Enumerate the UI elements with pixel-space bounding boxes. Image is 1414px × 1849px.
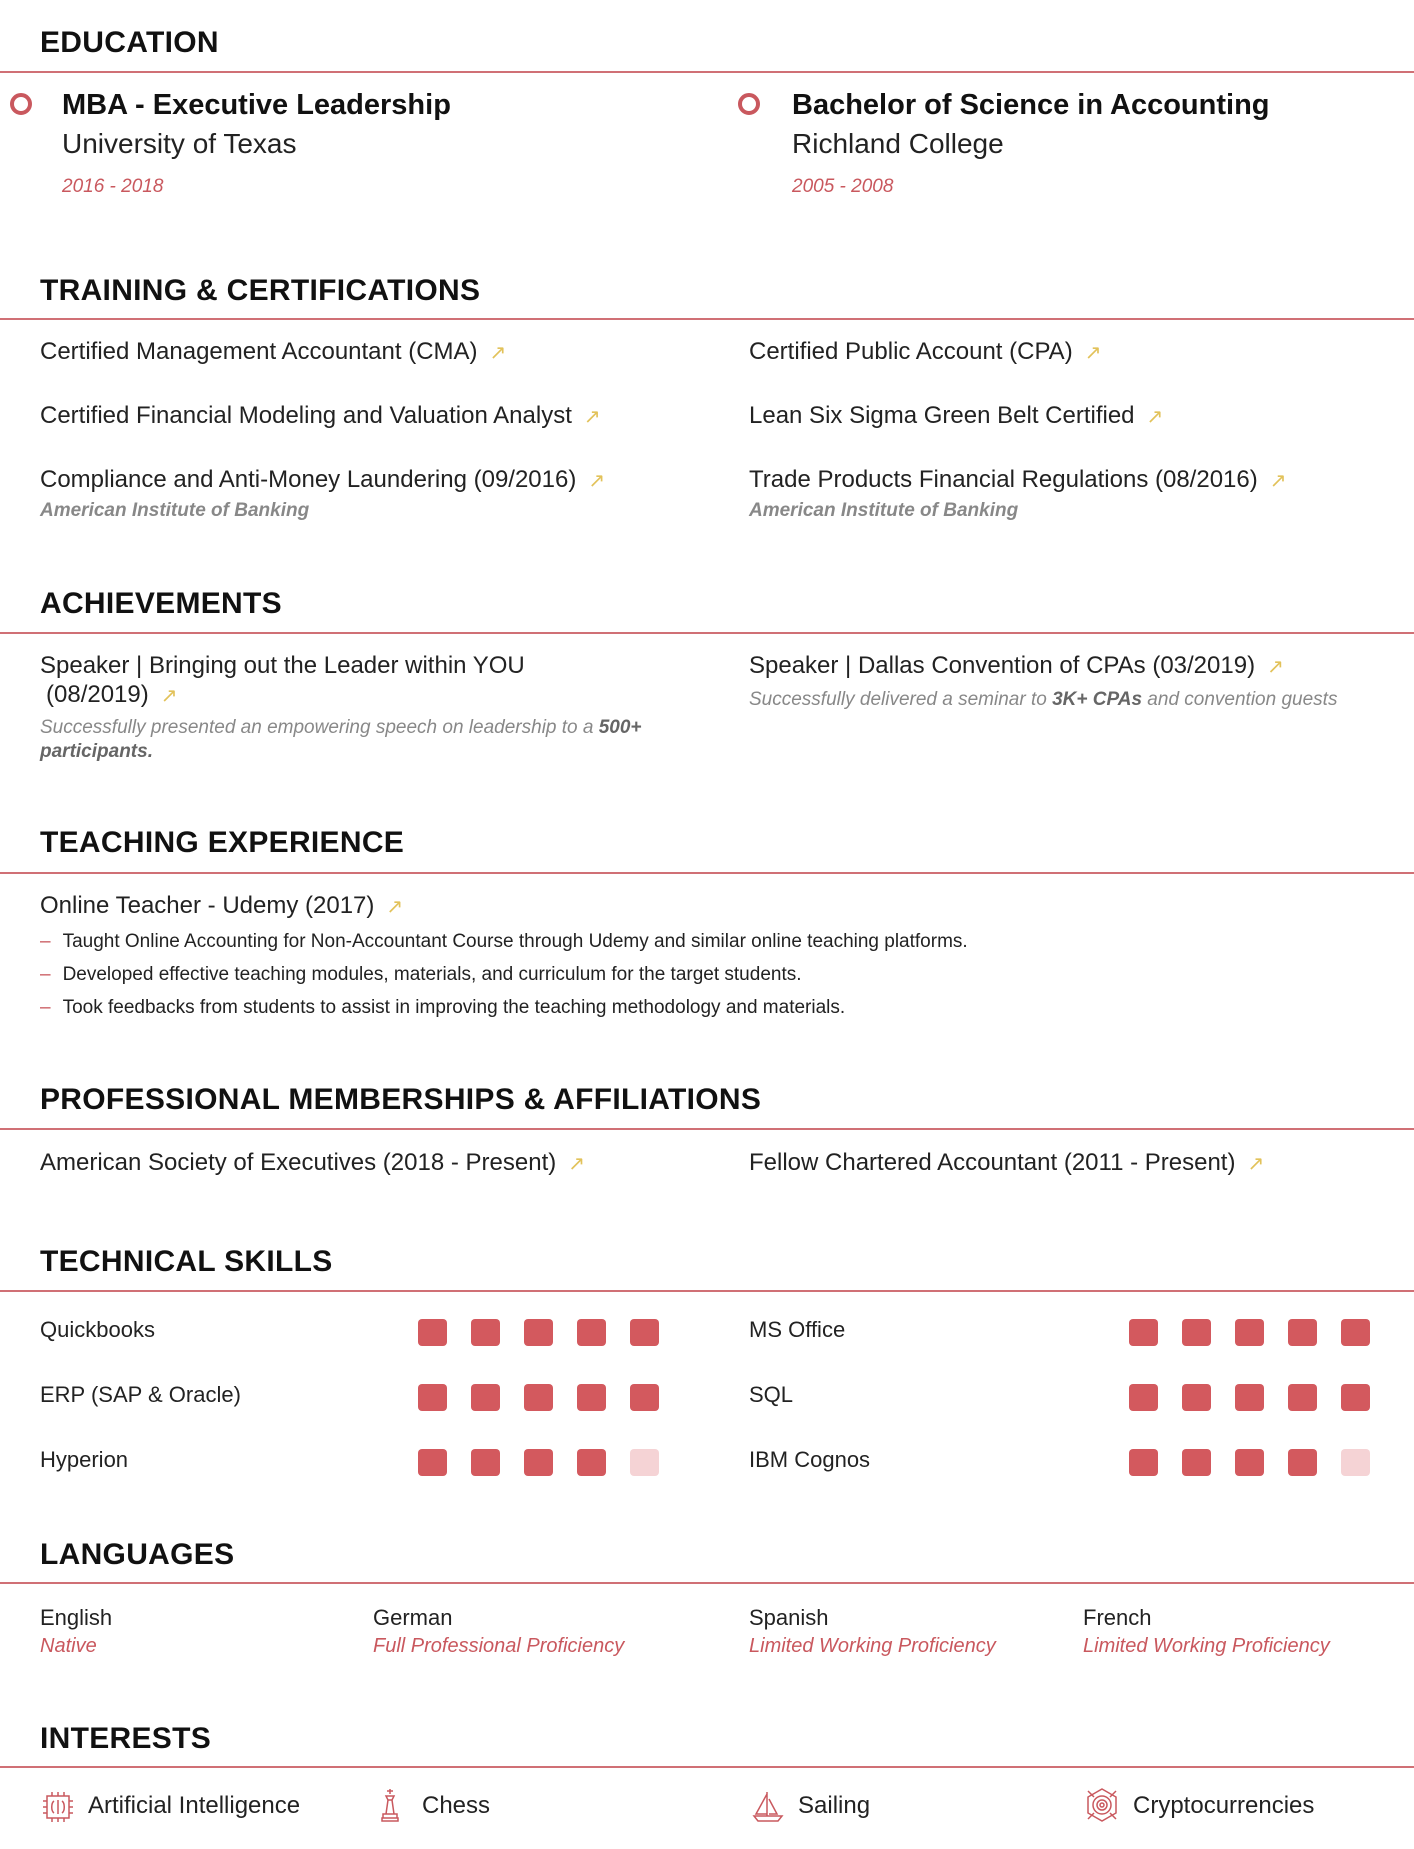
- language-level: Limited Working Proficiency: [749, 1635, 996, 1657]
- cert-name: Certified Management Accountant (CMA): [40, 338, 478, 365]
- external-link-icon[interactable]: ↗: [1247, 1153, 1265, 1175]
- bullet-item: – Took feedbacks from students to assist in improving the teaching methodology and materials.: [40, 997, 846, 1018]
- skill-level-filled: [418, 1319, 447, 1346]
- bullet-item: – Developed effective teaching modules, materials, and curriculum for the target students.: [40, 964, 802, 985]
- bullet-text: Developed effective teaching modules, materials, and curriculum for the target students.: [62, 964, 802, 985]
- external-link-icon[interactable]: ↗: [1146, 406, 1164, 428]
- skill-level-filled: [471, 1319, 500, 1346]
- certification[interactable]: [40, 338, 506, 366]
- divider: [0, 1290, 1414, 1292]
- skill-name: IBM Cognos: [749, 1447, 871, 1472]
- interest-name: Sailing: [798, 1792, 871, 1819]
- interest-name: Artificial Intelligence: [88, 1792, 301, 1819]
- skill-level-filled: [1341, 1319, 1370, 1346]
- circle-icon: [10, 93, 32, 115]
- cert-org: American Institute of Banking: [40, 500, 310, 521]
- skill-name: Quickbooks: [40, 1317, 155, 1342]
- role-name: Online Teacher - Udemy (2017): [40, 892, 375, 919]
- cert-org: American Institute of Banking: [749, 500, 1019, 521]
- skill-level-filled: [471, 1449, 500, 1476]
- cert-name: Lean Six Sigma Green Belt Certified: [749, 402, 1135, 429]
- external-link-icon[interactable]: ↗: [583, 406, 601, 428]
- language-name: Spanish: [749, 1605, 829, 1630]
- skill-level-filled: [524, 1319, 553, 1346]
- cert-name: Certified Public Account (CPA): [749, 338, 1073, 365]
- school: Richland College: [792, 128, 1004, 159]
- chess-icon: [372, 1787, 408, 1823]
- skill-level-empty: [630, 1449, 659, 1476]
- achievement-date: (08/2019): [46, 681, 149, 708]
- divider: [0, 1766, 1414, 1768]
- language-level: Native: [40, 1635, 97, 1657]
- divider: [0, 71, 1414, 73]
- teaching-role[interactable]: [40, 892, 403, 920]
- language-name: German: [373, 1605, 453, 1630]
- bullet-item: – Taught Online Accounting for Non-Accountant Course through Udemy and similar online teaching platforms.: [40, 931, 968, 952]
- skill-level-filled: [1129, 1319, 1158, 1346]
- section-title-training: TRAINING & CERTIFICATIONS: [40, 274, 481, 307]
- section-title-interests: INTERESTS: [40, 1722, 212, 1755]
- skill-level-filled: [1288, 1319, 1317, 1346]
- external-link-icon[interactable]: ↗: [568, 1153, 585, 1175]
- membership-name: Fellow Chartered Accountant (2011 - Present): [749, 1149, 1236, 1176]
- section-title-memberships: PROFESSIONAL MEMBERSHIPS & AFFILIATIONS: [40, 1083, 762, 1116]
- desc-bold: 500+ participants.: [40, 717, 642, 762]
- skill-level-filled: [524, 1384, 553, 1411]
- external-link-icon[interactable]: ↗: [1269, 470, 1287, 492]
- school: University of Texas: [62, 128, 297, 159]
- skill-name: MS Office: [749, 1317, 846, 1342]
- section-title-teaching: TEACHING EXPERIENCE: [40, 826, 405, 859]
- bullet-text: Taught Online Accounting for Non-Accountant Course through Udemy and similar online teaching platforms.: [62, 931, 968, 952]
- interest-name: Cryptocurrencies: [1133, 1792, 1315, 1819]
- external-link-icon[interactable]: ↗: [386, 896, 404, 918]
- dates: 2005 - 2008: [792, 176, 894, 197]
- desc-bold: 3K+ CPAs: [1052, 689, 1143, 710]
- bullet-text: Took feedbacks from students to assist in improving the teaching methodology and materials.: [62, 997, 846, 1018]
- certification[interactable]: [40, 466, 605, 494]
- section-title-skills: TECHNICAL SKILLS: [40, 1245, 333, 1278]
- circle-icon: [738, 93, 760, 115]
- membership[interactable]: [749, 1149, 1264, 1177]
- skill-level-filled: [1288, 1384, 1317, 1411]
- achievement-desc: [749, 688, 1349, 712]
- skill-level-filled: [577, 1384, 606, 1411]
- achievement-desc: [40, 716, 680, 764]
- divider: [0, 318, 1414, 320]
- dates: 2016 - 2018: [62, 176, 164, 197]
- skill-level-filled: [630, 1384, 659, 1411]
- skill-name: SQL: [749, 1382, 794, 1407]
- certification[interactable]: [749, 338, 1101, 366]
- skill-level-filled: [1182, 1449, 1211, 1476]
- degree: MBA - Executive Leadership: [62, 89, 451, 121]
- skill-level-filled: [1235, 1319, 1264, 1346]
- chip-icon: [40, 1789, 76, 1825]
- skill-level-filled: [630, 1319, 659, 1346]
- divider: [0, 872, 1414, 874]
- skill-level-filled: [1341, 1384, 1370, 1411]
- skill-level-filled: [1235, 1449, 1264, 1476]
- section-title-achievements: ACHIEVEMENTS: [40, 587, 282, 620]
- cert-name: Certified Financial Modeling and Valuation Analyst: [40, 402, 572, 429]
- language-level: Limited Working Proficiency: [1083, 1635, 1330, 1657]
- achievement-title[interactable]: [46, 681, 178, 709]
- cert-name: Trade Products Financial Regulations (08/2016): [749, 466, 1258, 493]
- skill-level-filled: [418, 1449, 447, 1476]
- achievement-title[interactable]: [749, 652, 1284, 680]
- skill-level-filled: [1129, 1449, 1158, 1476]
- external-link-icon[interactable]: ↗: [160, 685, 178, 707]
- skill-level-filled: [577, 1449, 606, 1476]
- divider: [0, 632, 1414, 634]
- certification[interactable]: [749, 466, 1287, 494]
- achievement-name: Speaker | Dallas Convention of CPAs (03/2019): [749, 652, 1256, 679]
- degree: Bachelor of Science in Accounting: [792, 89, 1270, 121]
- skill-level-filled: [524, 1449, 553, 1476]
- skill-level-filled: [1129, 1384, 1158, 1411]
- divider: [0, 1128, 1414, 1130]
- skill-name: Hyperion: [40, 1447, 129, 1472]
- certification[interactable]: [40, 402, 601, 430]
- skill-level-filled: [418, 1384, 447, 1411]
- section-title-education: EDUCATION: [40, 26, 219, 59]
- skill-level-filled: [1235, 1384, 1264, 1411]
- skill-level-filled: [577, 1319, 606, 1346]
- external-link-icon[interactable]: ↗: [489, 342, 507, 364]
- sailboat-icon: [750, 1789, 786, 1825]
- skill-level-filled: [1288, 1449, 1317, 1476]
- cert-name: Compliance and Anti-Money Laundering (09/2016): [40, 466, 577, 493]
- section-title-languages: LANGUAGES: [40, 1538, 235, 1571]
- desc-text: and convention guests: [1142, 689, 1338, 710]
- external-link-icon[interactable]: ↗: [1084, 342, 1102, 364]
- achievement-title: Speaker | Bringing out the Leader within YOU: [40, 652, 525, 679]
- language-level: Full Professional Proficiency: [373, 1635, 625, 1657]
- certification[interactable]: [749, 402, 1163, 430]
- membership-name: American Society of Executives (2018 - Present): [40, 1149, 557, 1176]
- skill-level-empty: [1341, 1449, 1370, 1476]
- external-link-icon[interactable]: ↗: [1267, 656, 1284, 678]
- language-name: French: [1083, 1605, 1152, 1630]
- language-name: English: [40, 1605, 113, 1630]
- skill-name: ERP (SAP & Oracle): [40, 1382, 241, 1407]
- interest-name: Chess: [422, 1792, 491, 1819]
- crypto-icon: [1084, 1787, 1120, 1823]
- membership[interactable]: [40, 1149, 585, 1177]
- skill-level-filled: [471, 1384, 500, 1411]
- desc-text: Successfully presented an empowering speech on leadership to a: [40, 717, 599, 738]
- desc-text: Successfully delivered a seminar to: [749, 689, 1053, 710]
- divider: [0, 1582, 1414, 1584]
- skill-level-filled: [1182, 1384, 1211, 1411]
- external-link-icon[interactable]: ↗: [588, 470, 606, 492]
- skill-level-filled: [1182, 1319, 1211, 1346]
